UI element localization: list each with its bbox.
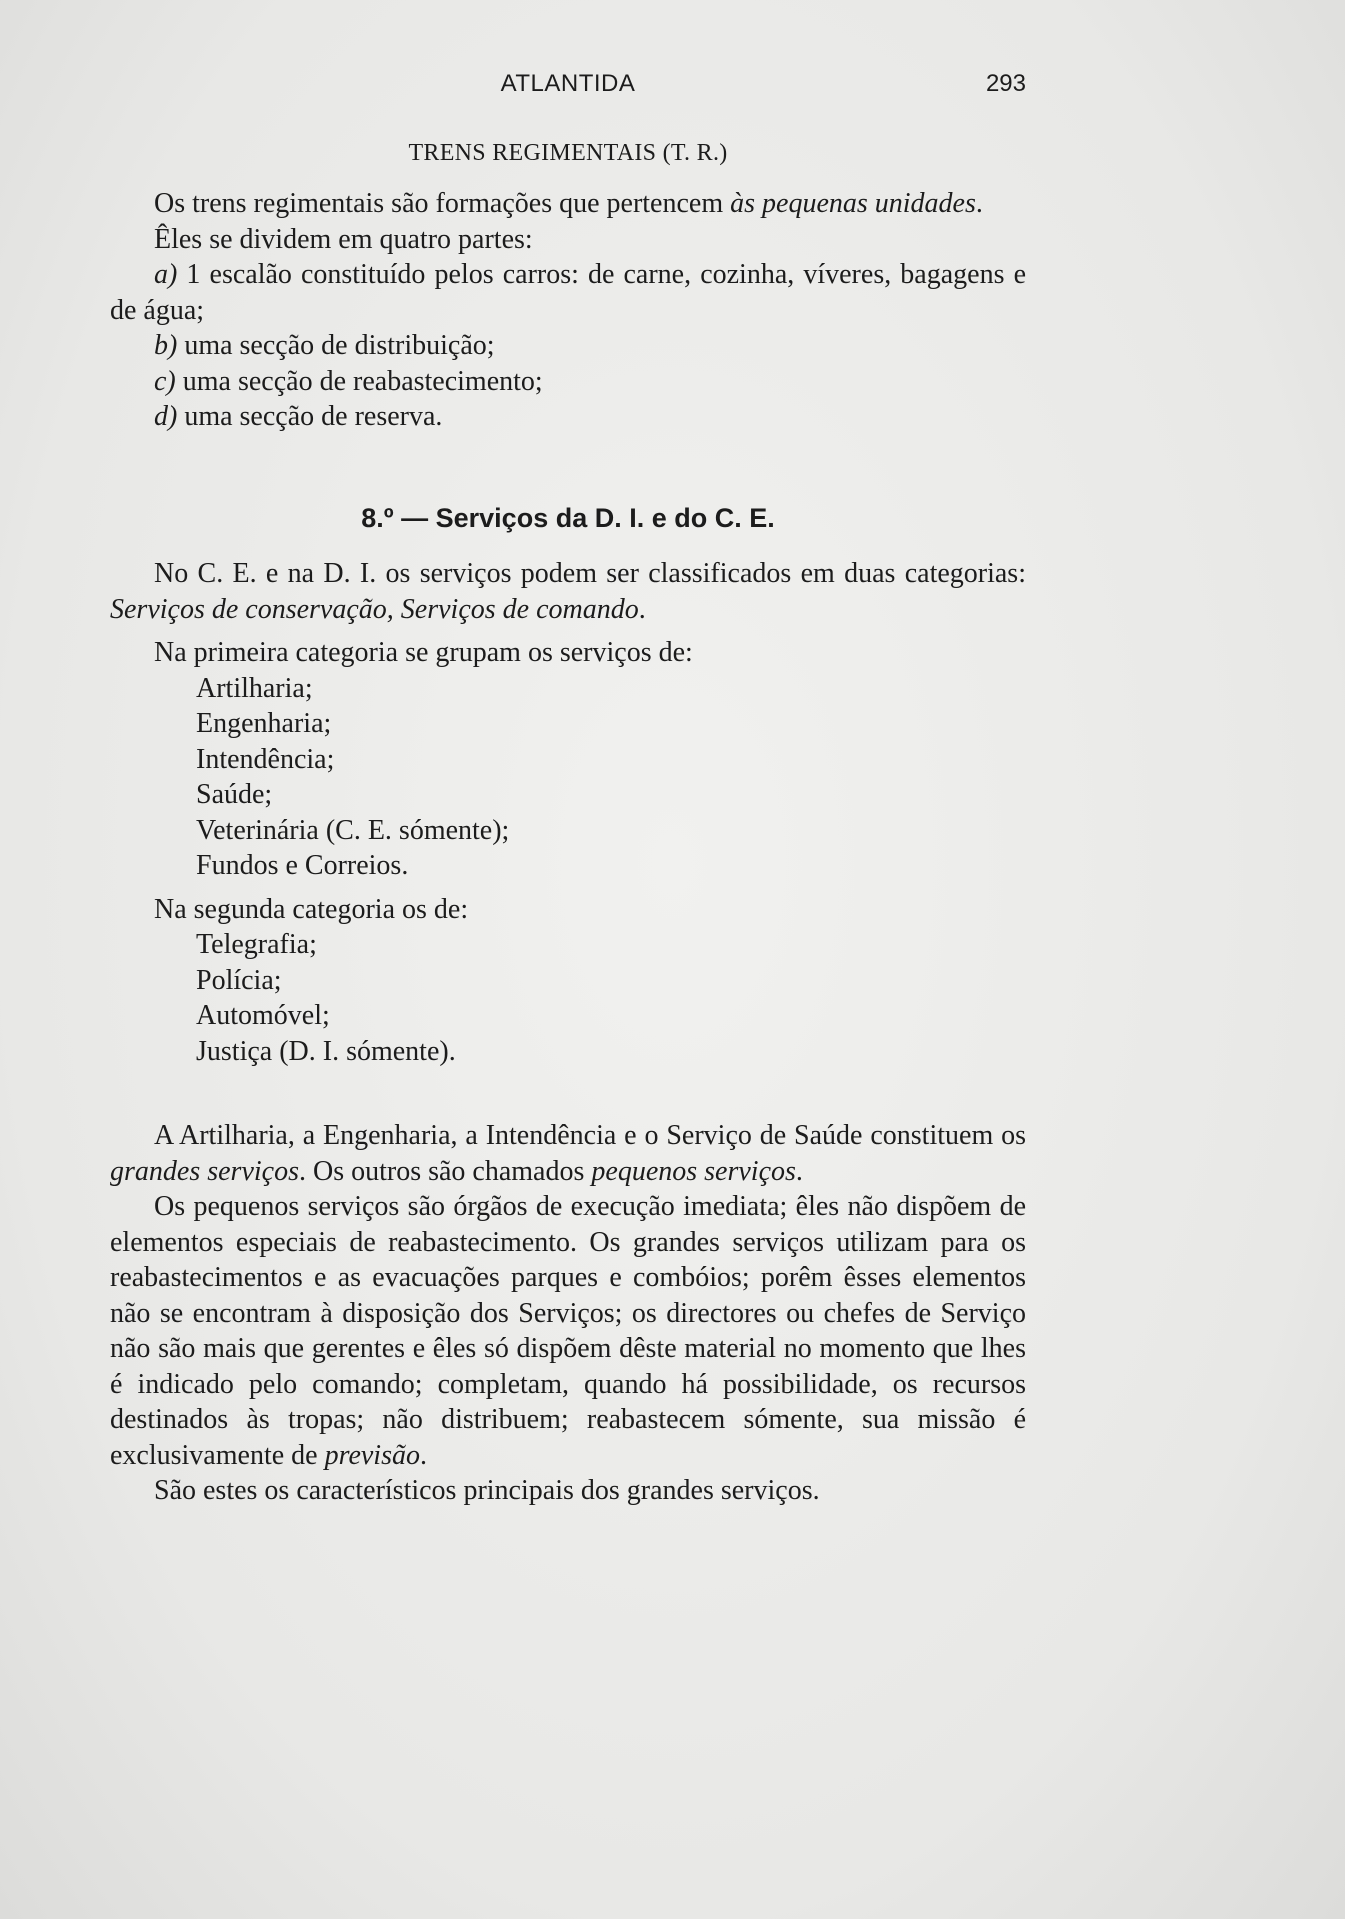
spacer <box>110 884 1026 892</box>
list-item: Automóvel; <box>196 1000 330 1031</box>
paragraph-emphasis: grandes serviços <box>110 1155 299 1187</box>
list-item: Saúde; <box>196 779 273 810</box>
list-item <box>110 364 1026 400</box>
item-text: uma secção de reabastecimento; <box>175 365 543 397</box>
item-text: 1 escalão constituído pelos carros: de carne, cozinha, víveres, bagagens e de água; <box>110 259 1026 326</box>
section-title: TRENS REGIMENTAIS (T. R.) <box>408 140 728 166</box>
list-item: Fundos e Correios. <box>196 850 409 881</box>
item-text: uma secção de reserva. <box>177 401 443 432</box>
item-marker: b) <box>154 330 178 361</box>
paragraph <box>110 1118 1026 1189</box>
paragraph-text: Os pequenos serviços são órgãos de execução imediata; êles não dispõem de elementos especiais de reabastecimento. Os grandes serviços utilizam para os reabastecimentos e as evacuações parques e combóios; porêm êsses elementos não se encontram à disposição dos Serviços; os directores ou chefes de Serviço não são mais que gerentes e êles só dispõem dêste material no momento que lhes é indicado pelo comando; completam, quando há possibilidade, os recursos destinados às tropas; não distribuem; reabastecem sómente, sua missão é exclusivamente de <box>110 1191 1026 1471</box>
item-marker: a) <box>154 259 178 290</box>
list-item: Intendência; <box>196 743 335 775</box>
list-item: Justiça (D. I. sómente). <box>196 1035 456 1067</box>
services-discussion <box>110 1118 1026 1509</box>
paragraph-emphasis: pequenos serviços <box>591 1155 796 1187</box>
list-item <box>110 257 1026 328</box>
intro-text: Os trens regimentais são formações que pertencem <box>154 188 731 219</box>
paragraph-emphasis: previsão <box>324 1439 420 1471</box>
services-section <box>110 556 1026 1069</box>
intro-end: . <box>975 188 983 219</box>
paragraph-text: . Os outros são chamados <box>298 1155 592 1187</box>
list-item: Artilharia; <box>196 672 313 704</box>
second-category-intro: Na segunda categoria os de: <box>154 893 469 925</box>
categories-emphasis: Serviços de conservação, Serviços de comando <box>110 593 639 625</box>
intro-emphasis: às pequenas unidades <box>730 188 976 219</box>
paragraph-text: . <box>795 1155 803 1187</box>
spacer <box>110 627 1026 635</box>
list-item <box>110 399 1026 435</box>
paragraph-text: A Artilharia, a Engenharia, a Intendência e o Serviço de Saúde constituem os <box>154 1120 1026 1151</box>
paragraph-text: . <box>419 1439 427 1471</box>
first-category-intro: Na primeira categoria se grupam os serviços de: <box>154 637 693 668</box>
intro-paragraph <box>110 186 1026 222</box>
paragraph <box>110 1189 1026 1473</box>
list-item: Polícia; <box>196 964 282 996</box>
list-item <box>110 328 1026 364</box>
list-item: Telegrafia; <box>196 929 317 960</box>
page-number: 293 <box>985 70 1026 97</box>
chapter-title: 8.º — Serviços da D. I. e do C. E. <box>361 503 775 533</box>
paragraph: São estes os característicos principais dos grandes serviços. <box>154 1475 820 1506</box>
divide-paragraph: Êles se dividem em quatro partes: <box>154 223 533 255</box>
running-title: ATLANTIDA <box>500 70 636 97</box>
regimental-trains-section <box>110 186 1026 435</box>
list-item: Veterinária (C. E. sómente); <box>196 814 510 846</box>
item-marker: c) <box>154 365 176 397</box>
categories-paragraph <box>110 556 1026 627</box>
list-item: Engenharia; <box>196 708 332 739</box>
item-marker: d) <box>154 401 178 432</box>
item-text: uma secção de distribuição; <box>177 330 495 361</box>
page-header <box>110 70 1026 110</box>
categories-end: . <box>638 593 646 625</box>
categories-text: No C. E. e na D. I. os serviços podem ser classificados em duas categorias: <box>154 558 1026 589</box>
